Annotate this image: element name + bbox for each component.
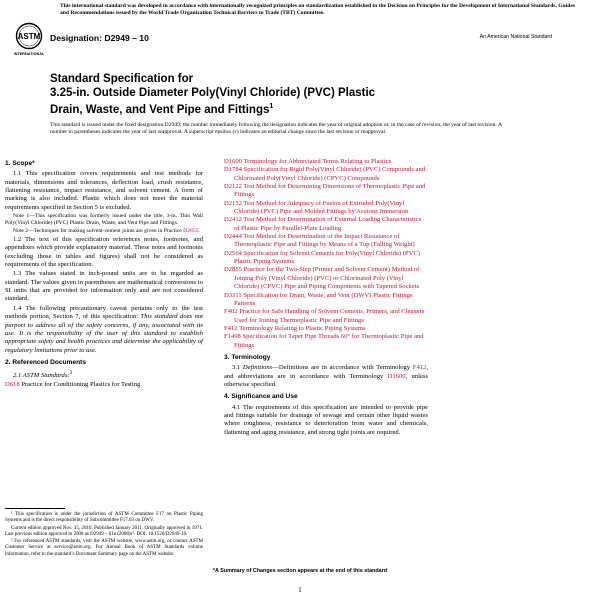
- terminology-text-2: , and abbreviations are in accordance with Terminology: [224, 364, 429, 380]
- scope-1-1: 1.1 This specification covers requirements and test methods for materials, dimensions and tolerances, deflection load, crush resistance, flattening resistance, impact resistance, and solvent cement. A form of marking is also included. Plastic which does not meet the material requirements specified in Section 5 is excluded.: [5, 170, 203, 211]
- scope-note-2-end: .: [198, 228, 200, 235]
- ref-title[interactable]: Practice for Safe Handling of Solvent Cements, Primers, and Cleaners Used for Joining Thermoplastic Pipe and Fittings: [234, 308, 425, 324]
- ref-title[interactable]: Test Method for Determining Dimensions of Thermoplastic Pipe and Fittings: [234, 183, 426, 199]
- title-line-3: [50, 100, 520, 117]
- ref-title[interactable]: Practice for the Two-Step (Primer and Solvent Cement) Method of Joining Poly (Vinyl Chloride) (PVC) or Chlorinated Poly (Vinyl Chloride) (CPVC) Pipe and Piping Components with Tapered Sockets: [234, 266, 420, 291]
- ref-code[interactable]: D1784: [224, 166, 242, 174]
- footnote-2: ² For referenced ASTM standards, visit the ASTM website, www.astm.org, or contact ASTM Customer Service at service@astm.org. For Annual Book of ASTM Standards volume information, refer to the standard’s Document Summary page on the ASTM website.: [5, 539, 203, 557]
- issuance-statement: This standard is issued under the fixed designation D2949; the number immediately following the designation indicates the year of original adoption or, in the case of revision, the year of last revision. A number in parentheses indicates the year of last reapproval. A superscript epsilon (ε) indicates an editorial change since the last revision or reapproval.: [50, 122, 502, 136]
- document-title: [50, 72, 520, 117]
- terminology-3-1: [224, 364, 428, 389]
- scope-note-1: Note 1—This specification was formerly issued under the title, 3-in. Thin Wall Poly(Vinyl Chloride) (PVC) Plastic Drain, Waste, and Vent Pipe and Fittings.: [5, 213, 203, 227]
- ref-title[interactable]: Specification for Solvent Cements for Poly(Vinyl Chloride) (PVC) Plastic Piping Systems: [234, 249, 420, 266]
- terminology-text-1: —Definitions are in accordance with Terminology: [272, 364, 413, 372]
- title-line-2: 3.25-in. Outside Diameter Poly(Vinyl Chloride) (PVC) Plastic: [50, 87, 376, 99]
- terminology-text-3: , unless otherwise specified.: [224, 372, 429, 388]
- scope-1-4: [5, 305, 203, 355]
- astm-standards-label: 2.1 ASTM Standards:: [13, 372, 70, 380]
- ref-code[interactable]: D2855: [224, 266, 242, 274]
- ref-code[interactable]: F412: [224, 324, 238, 332]
- ref-code[interactable]: D618: [5, 380, 20, 388]
- ref-title[interactable]: Test Method for Determination of the Impact Resistance of Thermoplastic Pipe and Fittings by Means of a Tup (Falling Weight): [234, 233, 415, 249]
- ref-link-d1600[interactable]: D1600: [387, 372, 406, 380]
- ref-code[interactable]: D3311: [224, 291, 242, 299]
- scope-note-2-text: Note 2—Techniques for making solvent-cement joints are given in Practice: [13, 228, 184, 235]
- ref-item-d2855: [224, 266, 428, 291]
- footnote-divider: [5, 508, 65, 509]
- logo-subtext: INTERNATIONAL: [14, 52, 44, 56]
- ref-link-f412[interactable]: F412: [412, 364, 427, 372]
- title-line-1: Standard Specification for: [50, 73, 194, 85]
- scope-1-4-text: 1.4 The following precautionary caveat pertains only to the test methods portion, Section 7, of this specification:: [5, 304, 203, 321]
- left-column: [5, 156, 203, 389]
- right-column: [224, 158, 428, 438]
- page-number: 1: [298, 586, 302, 594]
- footnote-1: ¹ This specification is under the jurisdiction of ASTM Committee F17 on Plastic Piping Systems and is the direct responsibility of Subcommittee F17.63 on DWV.: [5, 512, 203, 524]
- ref-code[interactable]: D2444: [224, 233, 242, 241]
- terminology-num: 3.1: [232, 364, 243, 372]
- designation: Designation: D2949 – 10: [50, 33, 149, 43]
- ref-title[interactable]: Test Method for Determination of External Loading Characteristics of Plastic Pipe by Parallel-Plate Loading: [234, 216, 422, 232]
- astm-logo-icon: [14, 22, 44, 58]
- ref-code[interactable]: D2412: [224, 216, 242, 224]
- ref-code[interactable]: D1600: [224, 158, 242, 165]
- ref-title[interactable]: Specification for Rigid Poly(Vinyl Chloride) (PVC) Compounds and Chlorinated Poly(Vinyl Chloride) (CPVC) Compounds: [234, 166, 426, 182]
- astm-standards-footnote-mark: 2: [69, 370, 73, 377]
- title-line-3-text: Drain, Waste, and Vent Pipe and Fittings: [50, 103, 270, 116]
- ref-code[interactable]: F402: [224, 308, 238, 316]
- ref-item-d1600: [224, 158, 428, 166]
- section-significance-heading: 4. Significance and Use: [224, 393, 298, 401]
- ref-item-f402: [224, 308, 428, 325]
- ref-item-d2412: [224, 216, 428, 233]
- ref-item-f1498: [224, 333, 428, 350]
- header-notice: This international standard was developed in accordance with internationally recognized principles on standardization established in the Decision on Principles for the Development of International Standards, Guides and Recommendations issued by the World Trade Organization Technical Barriers to Trade (TBT) Committee.: [60, 3, 576, 16]
- ref-title[interactable]: Terminology for Abbreviated Terms Relating to Plastics: [243, 158, 392, 165]
- ref-title[interactable]: Test Method for Adequacy of Fusion of Extruded Poly(Vinyl Chloride) (PVC) Pipe and Molded Fittings by Acetone Immersion: [234, 199, 409, 216]
- logo-text: ASTM: [17, 32, 41, 41]
- ref-item-d2444: [224, 233, 428, 250]
- summary-of-changes-note: *A Summary of Changes section appears at the end of this standard: [212, 568, 388, 574]
- significance-4-1: 4.1 The requirements of this specification are intended to provide pipe and fittings suitable for drainage of sewage and certain other liquid wastes where toughness, resistance to deterioration from water and chemicals, flattening and aging resistance, and strong tight joints are required.: [224, 403, 428, 436]
- ref-title[interactable]: Specification for Taper Pipe Threads 60° for Thermoplastic Pipe and Fittings: [234, 333, 424, 349]
- ref-link-d2855[interactable]: D2855: [183, 228, 199, 235]
- ref-item-d1784: [224, 166, 428, 183]
- scope-1-2: 1.2 The text of this specification references notes, footnotes, and appendixes which provide explanatory material. These notes and footnotes (excluding those in tables and figures) shall not be considered as requirements of the specification.: [5, 236, 203, 269]
- ref-item-d2152: [224, 200, 428, 217]
- ref-item-d618: [5, 381, 203, 389]
- ref-item-d2122: [224, 183, 428, 200]
- national-standard-label: An American National Standard: [479, 34, 552, 40]
- ref-title[interactable]: Specification for Drain, Waste, and Vent (DWV) Plastic Fittings Patterns: [234, 291, 413, 307]
- section-terminology-heading: 3. Terminology: [224, 353, 271, 361]
- ref-title: Practice for Conditioning Plastics for Testing: [21, 380, 141, 388]
- terminology-definitions-label: Definitions: [242, 364, 273, 372]
- section-referenced-heading: 2. Referenced Documents: [5, 358, 86, 366]
- footnote-1-edition: Current edition approved Nov. 15, 2010. Published January 2011. Originally approved in 1971. Last previous edition approved in 2008 as D2949 – 01a (2008)ε¹. DOI: 10.1520/D2949-10.: [5, 525, 203, 537]
- scope-note-2: [5, 228, 203, 235]
- scope-1-3: 1.3 The values stated in inch-pound units are to be regarded as standard. The values given in parentheses are mathematical conversions to SI units that are provided for information only and are not considered standard.: [5, 270, 203, 303]
- ref-code[interactable]: D2122: [224, 183, 242, 191]
- ref-item-f412: [224, 325, 428, 333]
- ref-item-d3311: [224, 292, 428, 309]
- footnotes: [5, 512, 203, 559]
- title-footnote-mark: 1: [269, 103, 274, 110]
- astm-standards-subheading: [5, 369, 203, 381]
- ref-code[interactable]: D2152: [224, 199, 242, 207]
- ref-title[interactable]: Terminology Relating to Plastic Piping Systems: [239, 324, 366, 332]
- ref-item-d2564: [224, 250, 428, 267]
- scope-1-4-caveat: This standard does not purport to address all of the safety concerns, if any, associated with its use. It is the responsibility of the user of this standard to establish appropriate safety and health practices and determine the applicability of regulatory limitations prior to use.: [5, 313, 203, 354]
- ref-code[interactable]: F1498: [224, 333, 241, 341]
- ref-code[interactable]: D2564: [224, 249, 242, 257]
- section-scope-heading: 1. Scope*: [5, 160, 35, 167]
